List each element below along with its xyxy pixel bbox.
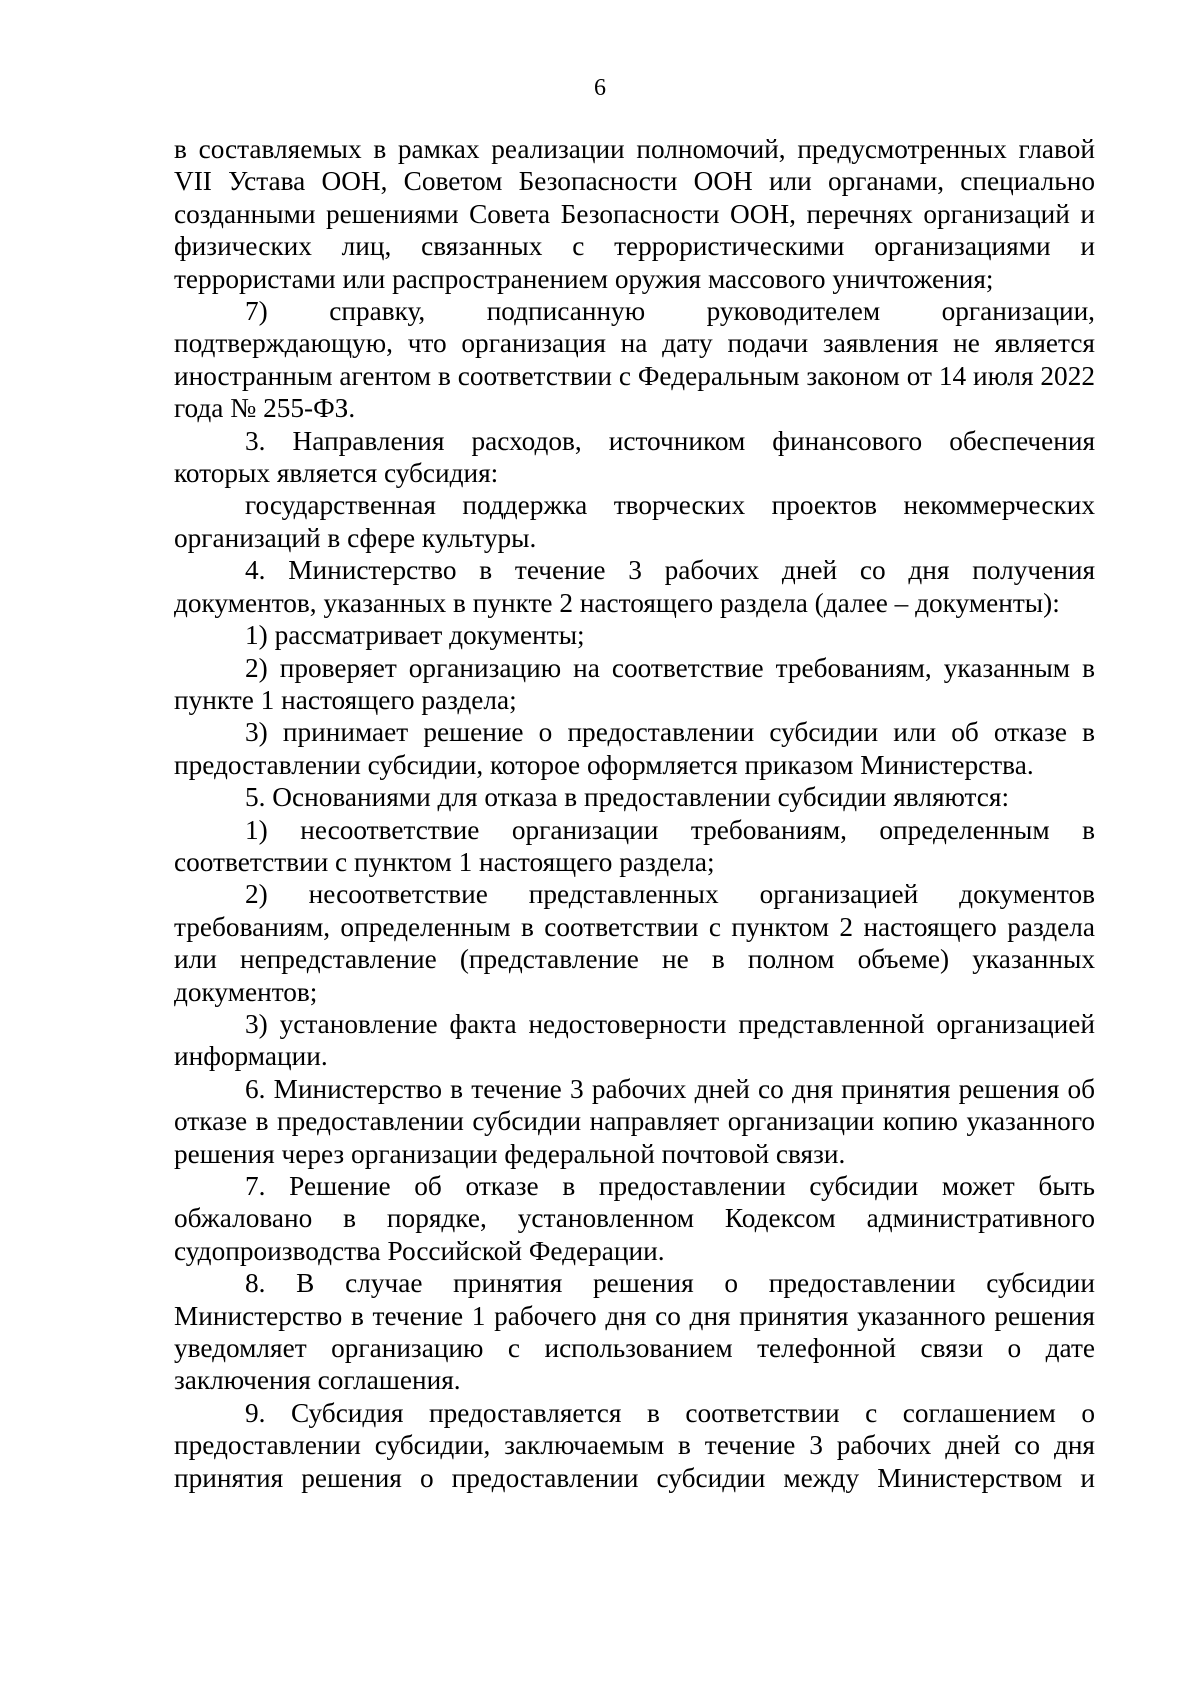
paragraph: 2) несоответствие представленных организацией документов требованиям, определенным в соответствии с пунктом 2 настоящего раздела или непредставление (представление не в полном объеме) указанных документов;	[174, 879, 1095, 1007]
paragraph: 3. Направления расходов, источником финансового обеспечения которых является субсидия:	[174, 425, 1095, 489]
paragraph: в составляемых в рамках реализации полномочий, предусмотренных главой VII Устава ООН, Советом Безопасности ООН или органами, специально созданными решениями Совета Безопасности ООН, перечнях организаций и физических лиц, связанных с террористическими организациями и террористами или распространением оружия массового уничтожения;	[174, 134, 1095, 294]
paragraph: 3) установление факта недостоверности представленной организацией информации.	[174, 1008, 1095, 1072]
paragraph: государственная поддержка творческих проектов некоммерческих организаций в сфере культуры.	[174, 490, 1095, 553]
paragraph: 4. Министерство в течение 3 рабочих дней со дня получения документов, указанных в пункте 2 настоящего раздела (далее – документы):	[174, 555, 1095, 618]
paragraph: 1) несоответствие организации требованиям, определенным в соответствии с пунктом 1 настоящего раздела;	[174, 814, 1095, 877]
paragraph: 6. Министерство в течение 3 рабочих дней со дня принятия решения об отказе в предоставлении субсидии направляет организации копию указанного решения через организации федеральной почтовой связи.	[174, 1073, 1095, 1169]
paragraph: 7) справку, подписанную руководителем организации, подтверждающую, что организация на дату подачи заявления не является иностранным агентом в соответствии с Федеральным законом от 14 июля 2022 года № 255-ФЗ.	[174, 296, 1095, 424]
paragraph: 7. Решение об отказе в предоставлении субсидии может быть обжаловано в порядке, установленном Кодексом административного судопроизводства Российской Федерации.	[174, 1171, 1095, 1266]
paragraph: 9. Субсидия предоставляется в соответствии с соглашением о предоставлении субсидии, заключаемым в течение 3 рабочих дней со дня принятия решения о предоставлении субсидии между Министерством и	[174, 1397, 1095, 1493]
paragraph: 1) рассматривает документы;	[245, 620, 585, 651]
paragraph: 2) проверяет организацию на соответствие требованиям, указанным в пункте 1 настоящего раздела;	[174, 652, 1095, 715]
paragraph: 3) принимает решение о предоставлении субсидии или об отказе в предоставлении субсидии, которое оформляется приказом Министерства.	[174, 717, 1095, 780]
document-body	[174, 133, 1095, 1494]
paragraph: 5. Основаниями для отказа в предоставлении субсидии являются:	[245, 782, 1010, 813]
page-number: 6	[594, 75, 606, 101]
paragraph: 8. В случае принятия решения о предоставлении субсидии Министерство в течение 1 рабочего дня со дня принятия указанного решения уведомляет организацию с использованием телефонной связи о дате заключения соглашения.	[174, 1268, 1095, 1396]
